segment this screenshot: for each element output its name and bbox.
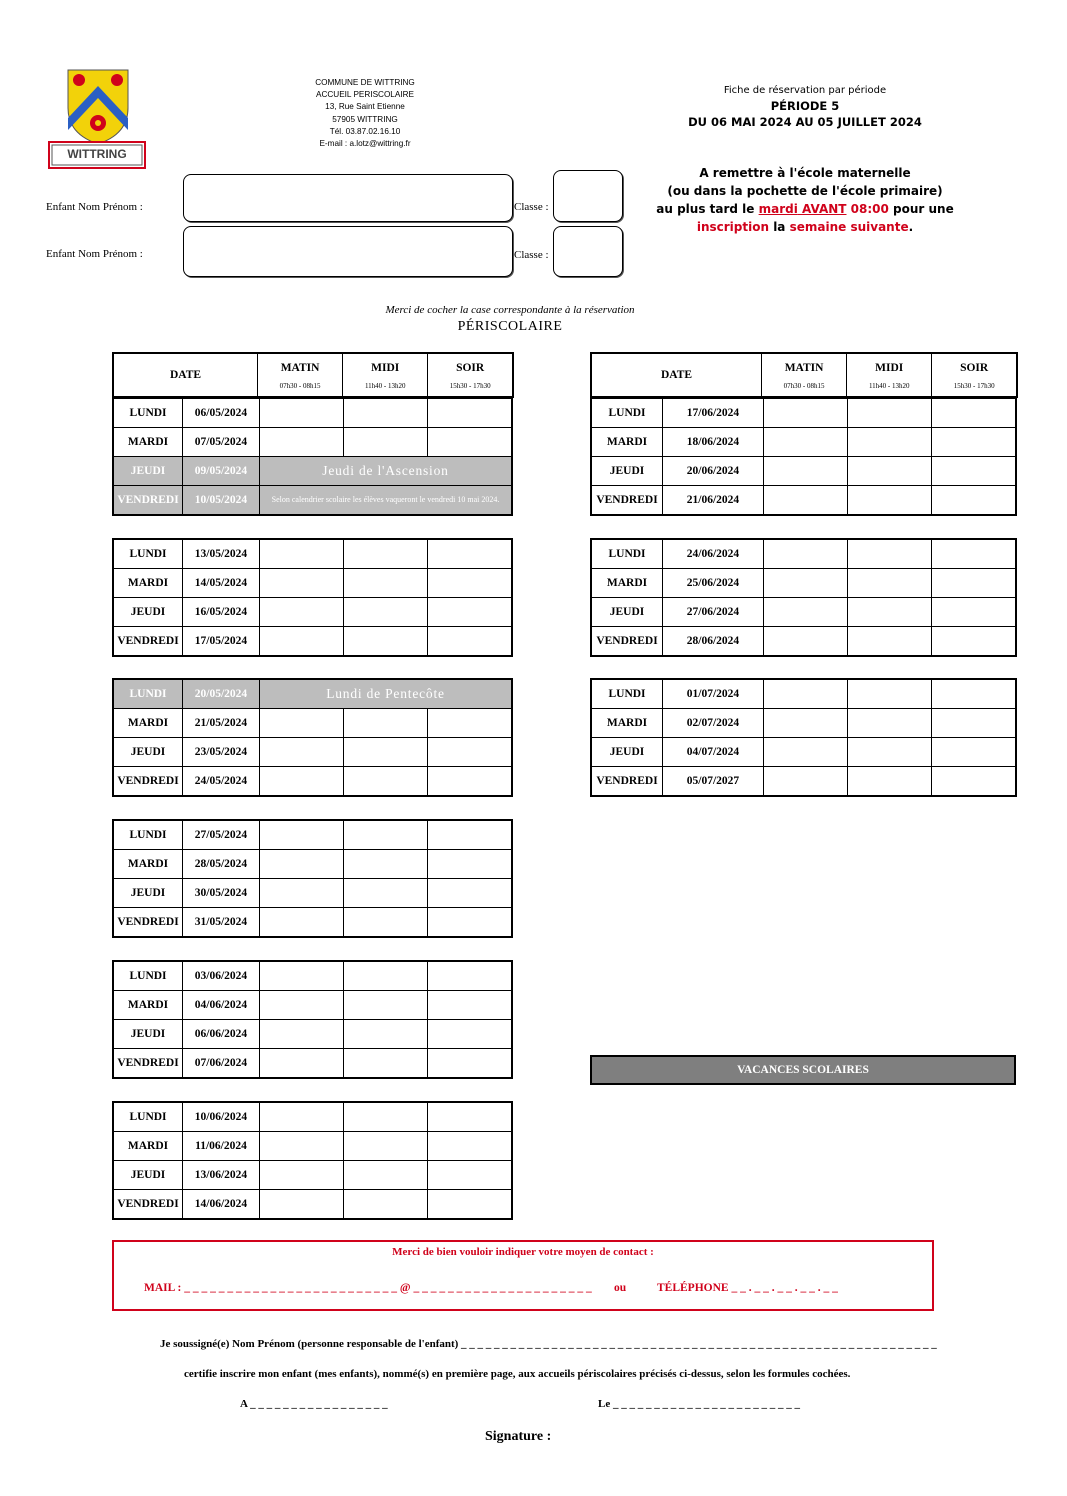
date-cell: 23/05/2024 bbox=[183, 738, 260, 767]
matin-checkbox[interactable] bbox=[260, 1190, 344, 1220]
soir-checkbox[interactable] bbox=[428, 627, 513, 657]
matin-checkbox[interactable] bbox=[764, 738, 848, 767]
midi-header: MIDI 11h40 - 13h20 bbox=[343, 353, 428, 397]
week-table bbox=[590, 397, 1017, 516]
commune-line: COMMUNE DE WITTRING bbox=[315, 78, 415, 87]
soir-checkbox[interactable] bbox=[932, 767, 1017, 797]
soir-checkbox[interactable] bbox=[932, 428, 1017, 457]
table-row bbox=[113, 1020, 512, 1049]
day-cell: LUNDI bbox=[591, 679, 663, 709]
soir-checkbox[interactable] bbox=[428, 1161, 513, 1190]
table-row bbox=[113, 486, 512, 516]
matin-checkbox[interactable] bbox=[764, 569, 848, 598]
day-cell: LUNDI bbox=[113, 679, 183, 709]
notice-highlight: inscription bbox=[696, 220, 770, 234]
date-cell: 27/05/2024 bbox=[183, 820, 260, 850]
date-cell: 04/06/2024 bbox=[183, 991, 260, 1020]
day-cell: VENDREDI bbox=[113, 1049, 183, 1079]
soir-checkbox[interactable] bbox=[428, 428, 513, 457]
child-name-field[interactable] bbox=[183, 174, 513, 222]
day-cell: VENDREDI bbox=[113, 908, 183, 938]
matin-checkbox[interactable] bbox=[260, 627, 344, 657]
table-row bbox=[113, 679, 512, 709]
day-cell: MARDI bbox=[113, 850, 183, 879]
matin-checkbox[interactable] bbox=[764, 457, 848, 486]
matin-checkbox[interactable] bbox=[764, 709, 848, 738]
matin-checkbox[interactable] bbox=[260, 1132, 344, 1161]
soir-checkbox[interactable] bbox=[932, 486, 1017, 516]
date-cell: 05/07/2027 bbox=[663, 767, 764, 797]
date-cell: 24/05/2024 bbox=[183, 767, 260, 797]
matin-checkbox[interactable] bbox=[260, 879, 344, 908]
matin-header: MATIN 07h30 - 08h15 bbox=[762, 353, 847, 397]
closed-note: Lundi de Pentecôte bbox=[260, 679, 513, 709]
commune-line: ACCUEIL PERISCOLAIRE bbox=[316, 90, 414, 100]
fiche-title: Fiche de réservation par période bbox=[723, 85, 887, 96]
soir-checkbox[interactable] bbox=[428, 767, 513, 797]
soir-checkbox[interactable] bbox=[932, 709, 1017, 738]
soir-checkbox[interactable] bbox=[428, 879, 513, 908]
day-cell: JEUDI bbox=[113, 1161, 183, 1190]
matin-checkbox[interactable] bbox=[260, 598, 344, 627]
soir-checkbox[interactable] bbox=[428, 991, 513, 1020]
soir-checkbox[interactable] bbox=[428, 569, 513, 598]
midi-checkbox[interactable] bbox=[344, 627, 428, 657]
left-table-header bbox=[112, 352, 514, 398]
day-cell: JEUDI bbox=[591, 598, 663, 627]
date-cell: 06/05/2024 bbox=[183, 398, 260, 428]
midi-checkbox[interactable] bbox=[344, 879, 428, 908]
notice-text: . bbox=[908, 220, 914, 234]
week-table bbox=[590, 538, 1017, 657]
child-name-field[interactable] bbox=[183, 226, 513, 277]
matin-header: MATIN 07h30 - 08h15 bbox=[258, 353, 343, 397]
notice-line: (ou dans la pochette de l'école primaire) bbox=[667, 184, 943, 198]
certification-text: certifie inscrire mon enfant (mes enfants), nommé(s) en première page, aux accueils périscolaires précisés ci-dessus, selon les formules cochées. bbox=[184, 1368, 851, 1380]
wittring-logo bbox=[48, 68, 146, 170]
soir-checkbox[interactable] bbox=[428, 1190, 513, 1220]
classe-field[interactable] bbox=[553, 226, 623, 277]
table-row bbox=[591, 627, 1016, 657]
day-cell: JEUDI bbox=[113, 738, 183, 767]
table-row bbox=[591, 709, 1016, 738]
matin-checkbox[interactable] bbox=[764, 767, 848, 797]
day-cell: MARDI bbox=[113, 569, 183, 598]
day-cell: VENDREDI bbox=[591, 486, 663, 516]
date-cell: 14/05/2024 bbox=[183, 569, 260, 598]
date-cell: 16/05/2024 bbox=[183, 598, 260, 627]
matin-checkbox[interactable] bbox=[260, 539, 344, 569]
date-header: DATE bbox=[591, 353, 762, 397]
matin-checkbox[interactable] bbox=[260, 428, 344, 457]
date-cell: 14/06/2024 bbox=[183, 1190, 260, 1220]
matin-checkbox[interactable] bbox=[764, 486, 848, 516]
matin-checkbox[interactable] bbox=[260, 1049, 344, 1079]
day-cell: MARDI bbox=[113, 991, 183, 1020]
table-row bbox=[113, 820, 512, 850]
date-cell: 13/05/2024 bbox=[183, 539, 260, 569]
day-cell: LUNDI bbox=[113, 961, 183, 991]
matin-checkbox[interactable] bbox=[260, 569, 344, 598]
week-table bbox=[590, 678, 1017, 797]
matin-checkbox[interactable] bbox=[260, 398, 344, 428]
closed-note: Jeudi de l'Ascension bbox=[260, 457, 513, 486]
midi-header: MIDI 11h40 - 13h20 bbox=[847, 353, 932, 397]
midi-checkbox[interactable] bbox=[344, 569, 428, 598]
vacances-banner: VACANCES SCOLAIRES bbox=[590, 1055, 1016, 1085]
table-row bbox=[113, 428, 512, 457]
soir-header: SOIR 15h30 - 17h30 bbox=[932, 353, 1017, 397]
classe-field[interactable] bbox=[553, 170, 623, 222]
date-cell: 21/06/2024 bbox=[663, 486, 764, 516]
logo-text: WITTRING bbox=[67, 147, 127, 161]
matin-checkbox[interactable] bbox=[260, 1020, 344, 1049]
day-cell: JEUDI bbox=[113, 879, 183, 908]
date-cell: 17/06/2024 bbox=[663, 398, 764, 428]
midi-checkbox[interactable] bbox=[848, 738, 932, 767]
midi-checkbox[interactable] bbox=[848, 539, 932, 569]
table-row bbox=[591, 598, 1016, 627]
day-cell: LUNDI bbox=[591, 539, 663, 569]
matin-checkbox[interactable] bbox=[260, 820, 344, 850]
date-cell: 07/05/2024 bbox=[183, 428, 260, 457]
midi-checkbox[interactable] bbox=[848, 486, 932, 516]
day-cell: JEUDI bbox=[113, 457, 183, 486]
midi-checkbox[interactable] bbox=[344, 1161, 428, 1190]
soir-checkbox[interactable] bbox=[932, 569, 1017, 598]
notice-line: A remettre à l'école maternelle bbox=[699, 166, 911, 180]
midi-checkbox[interactable] bbox=[848, 428, 932, 457]
table-row bbox=[113, 767, 512, 797]
soir-checkbox[interactable] bbox=[932, 539, 1017, 569]
table-row bbox=[591, 767, 1016, 797]
midi-checkbox[interactable] bbox=[848, 598, 932, 627]
soir-checkbox[interactable] bbox=[932, 398, 1017, 428]
soir-checkbox[interactable] bbox=[428, 1132, 513, 1161]
signature-label: Signature : bbox=[485, 1429, 552, 1444]
midi-checkbox[interactable] bbox=[344, 709, 428, 738]
soir-checkbox[interactable] bbox=[932, 457, 1017, 486]
table-row bbox=[591, 457, 1016, 486]
soir-checkbox[interactable] bbox=[428, 961, 513, 991]
midi-checkbox[interactable] bbox=[848, 709, 932, 738]
commune-line: Tél. 03.87.02.16.10 bbox=[329, 126, 401, 136]
classe-label: Classe : bbox=[514, 201, 549, 213]
date-cell: 20/06/2024 bbox=[663, 457, 764, 486]
date-cell: 02/07/2024 bbox=[663, 709, 764, 738]
date-header: DATE bbox=[113, 353, 258, 397]
matin-checkbox[interactable] bbox=[260, 991, 344, 1020]
day-cell: VENDREDI bbox=[591, 627, 663, 657]
table-row bbox=[113, 539, 512, 569]
midi-checkbox[interactable] bbox=[848, 569, 932, 598]
soir-checkbox[interactable] bbox=[932, 679, 1017, 709]
matin-checkbox[interactable] bbox=[260, 850, 344, 879]
midi-checkbox[interactable] bbox=[848, 679, 932, 709]
day-cell: VENDREDI bbox=[113, 1190, 183, 1220]
date-cell: 04/07/2024 bbox=[663, 738, 764, 767]
notice-highlight: AVANT bbox=[802, 202, 847, 216]
matin-checkbox[interactable] bbox=[260, 1161, 344, 1190]
table-row bbox=[591, 679, 1016, 709]
table-row bbox=[113, 1161, 512, 1190]
fiche-header bbox=[660, 84, 950, 130]
soir-checkbox[interactable] bbox=[428, 709, 513, 738]
notice-text: au plus tard le bbox=[656, 202, 759, 216]
right-table-header bbox=[590, 352, 1018, 398]
table-row bbox=[113, 908, 512, 938]
periode-dates: DU 06 MAI 2024 AU 05 JUILLET 2024 bbox=[688, 115, 922, 129]
week-table bbox=[112, 819, 513, 938]
soir-checkbox[interactable] bbox=[932, 738, 1017, 767]
table-row bbox=[113, 398, 512, 428]
day-cell: VENDREDI bbox=[113, 486, 183, 516]
date-cell: 30/05/2024 bbox=[183, 879, 260, 908]
midi-checkbox[interactable] bbox=[344, 908, 428, 938]
table-row bbox=[113, 1049, 512, 1079]
table-row bbox=[113, 709, 512, 738]
notice-highlight: semaine suivante bbox=[789, 220, 909, 234]
date-cell: 27/06/2024 bbox=[663, 598, 764, 627]
matin-checkbox[interactable] bbox=[260, 709, 344, 738]
date-cell: 09/05/2024 bbox=[183, 457, 260, 486]
matin-checkbox[interactable] bbox=[764, 627, 848, 657]
soir-checkbox[interactable] bbox=[932, 598, 1017, 627]
midi-checkbox[interactable] bbox=[848, 398, 932, 428]
soir-checkbox[interactable] bbox=[428, 398, 513, 428]
week-table bbox=[112, 960, 513, 1079]
date-cell: 03/06/2024 bbox=[183, 961, 260, 991]
day-cell: VENDREDI bbox=[591, 767, 663, 797]
matin-checkbox[interactable] bbox=[764, 428, 848, 457]
notice-text: la bbox=[769, 220, 790, 234]
periode-label: PÉRIODE 5 bbox=[770, 99, 840, 113]
day-cell: JEUDI bbox=[591, 738, 663, 767]
midi-checkbox[interactable] bbox=[344, 1020, 428, 1049]
week-table bbox=[112, 397, 513, 516]
table-row bbox=[113, 569, 512, 598]
commune-line: 13, Rue Saint Etienne bbox=[325, 102, 405, 112]
day-cell: JEUDI bbox=[591, 457, 663, 486]
day-cell: LUNDI bbox=[113, 1102, 183, 1132]
table-row bbox=[113, 1190, 512, 1220]
midi-checkbox[interactable] bbox=[344, 1102, 428, 1132]
commune-address bbox=[280, 77, 450, 150]
midi-checkbox[interactable] bbox=[848, 457, 932, 486]
midi-checkbox[interactable] bbox=[344, 961, 428, 991]
date-cell: 13/06/2024 bbox=[183, 1161, 260, 1190]
instruction-text: Merci de cocher la case correspondante à la réservation bbox=[385, 304, 635, 316]
midi-checkbox[interactable] bbox=[344, 1049, 428, 1079]
date-cell: 17/05/2024 bbox=[183, 627, 260, 657]
midi-checkbox[interactable] bbox=[344, 991, 428, 1020]
midi-checkbox[interactable] bbox=[344, 820, 428, 850]
midi-checkbox[interactable] bbox=[344, 767, 428, 797]
matin-checkbox[interactable] bbox=[764, 679, 848, 709]
table-row bbox=[591, 486, 1016, 516]
table-row bbox=[591, 738, 1016, 767]
date-cell: 01/07/2024 bbox=[663, 679, 764, 709]
matin-checkbox[interactable] bbox=[260, 767, 344, 797]
place-field[interactable]: A _ _ _ _ _ _ _ _ _ _ _ _ _ _ _ _ _ bbox=[240, 1398, 388, 1410]
table-row bbox=[113, 879, 512, 908]
table-row bbox=[113, 991, 512, 1020]
day-cell: LUNDI bbox=[113, 398, 183, 428]
notice-text: pour une bbox=[888, 202, 954, 216]
week-table bbox=[112, 1101, 513, 1220]
date-cell: 31/05/2024 bbox=[183, 908, 260, 938]
day-cell: MARDI bbox=[591, 569, 663, 598]
table-row bbox=[113, 1132, 512, 1161]
commune-line: 57905 WITTRING bbox=[332, 114, 398, 124]
soir-checkbox[interactable] bbox=[428, 539, 513, 569]
section-title: PÉRISCOLAIRE bbox=[457, 319, 563, 334]
midi-checkbox[interactable] bbox=[344, 1132, 428, 1161]
matin-checkbox[interactable] bbox=[260, 908, 344, 938]
soir-checkbox[interactable] bbox=[428, 1020, 513, 1049]
notice-line bbox=[640, 218, 970, 236]
matin-checkbox[interactable] bbox=[260, 961, 344, 991]
table-row bbox=[591, 428, 1016, 457]
classe-label: Classe : bbox=[514, 249, 549, 261]
date-cell: 10/05/2024 bbox=[183, 486, 260, 516]
return-notice bbox=[640, 164, 970, 236]
day-cell: JEUDI bbox=[113, 1020, 183, 1049]
matin-checkbox[interactable] bbox=[764, 598, 848, 627]
table-row bbox=[113, 961, 512, 991]
soir-checkbox[interactable] bbox=[428, 598, 513, 627]
day-cell: VENDREDI bbox=[113, 627, 183, 657]
midi-checkbox[interactable] bbox=[848, 627, 932, 657]
day-cell: LUNDI bbox=[113, 820, 183, 850]
responsible-name-line[interactable]: Je soussigné(e) Nom Prénom (personne responsable de l'enfant) _ _ _ _ _ _ _ _ _ _ _ _ _ _ _ _ _ _ _ _ _ _ _ _ _ _ _ _ _ _ _ _ _ _ _ _ _ _ _ _ _ _ _ _ _ _ _ _ _ _ _ _ _ _ _ _ _ _ bbox=[160, 1338, 937, 1350]
notice-highlight: mardi bbox=[758, 202, 798, 216]
day-cell: VENDREDI bbox=[113, 767, 183, 797]
date-cell: 07/06/2024 bbox=[183, 1049, 260, 1079]
soir-header: SOIR 15h30 - 17h30 bbox=[428, 353, 513, 397]
table-row bbox=[113, 850, 512, 879]
midi-checkbox[interactable] bbox=[848, 767, 932, 797]
or-label: ou bbox=[614, 1282, 627, 1294]
day-cell: LUNDI bbox=[591, 398, 663, 428]
notice-line bbox=[640, 200, 970, 218]
soir-checkbox[interactable] bbox=[932, 627, 1017, 657]
child-name-label: Enfant Nom Prénom : bbox=[46, 248, 143, 260]
midi-checkbox[interactable] bbox=[344, 398, 428, 428]
matin-checkbox[interactable] bbox=[764, 398, 848, 428]
day-cell: JEUDI bbox=[113, 598, 183, 627]
soir-checkbox[interactable] bbox=[428, 1102, 513, 1132]
closed-note: Selon calendrier scolaire les élèves vaqueront le vendredi 10 mai 2024. bbox=[260, 486, 513, 516]
date-cell: 06/06/2024 bbox=[183, 1020, 260, 1049]
day-cell: MARDI bbox=[591, 709, 663, 738]
day-cell: LUNDI bbox=[113, 539, 183, 569]
table-row bbox=[591, 539, 1016, 569]
day-cell: MARDI bbox=[113, 1132, 183, 1161]
table-row bbox=[591, 398, 1016, 428]
date-field[interactable]: Le _ _ _ _ _ _ _ _ _ _ _ _ _ _ _ _ _ _ _ _ _ _ _ bbox=[598, 1398, 800, 1410]
date-cell: 10/06/2024 bbox=[183, 1102, 260, 1132]
day-cell: MARDI bbox=[113, 709, 183, 738]
soir-checkbox[interactable] bbox=[428, 908, 513, 938]
soir-checkbox[interactable] bbox=[428, 1049, 513, 1079]
midi-checkbox[interactable] bbox=[344, 738, 428, 767]
table-row bbox=[113, 598, 512, 627]
midi-checkbox[interactable] bbox=[344, 850, 428, 879]
midi-checkbox[interactable] bbox=[344, 1190, 428, 1220]
table-row bbox=[591, 569, 1016, 598]
contact-title: Merci de bien vouloir indiquer votre moyen de contact : bbox=[392, 1246, 654, 1258]
soir-checkbox[interactable] bbox=[428, 850, 513, 879]
commune-line: E-mail : a.lotz@wittring.fr bbox=[319, 139, 411, 149]
table-row bbox=[113, 457, 512, 486]
table-row bbox=[113, 1102, 512, 1132]
midi-checkbox[interactable] bbox=[344, 598, 428, 627]
date-cell: 28/06/2024 bbox=[663, 627, 764, 657]
date-cell: 18/06/2024 bbox=[663, 428, 764, 457]
midi-checkbox[interactable] bbox=[344, 428, 428, 457]
matin-checkbox[interactable] bbox=[260, 738, 344, 767]
matin-checkbox[interactable] bbox=[260, 1102, 344, 1132]
table-row bbox=[113, 738, 512, 767]
matin-checkbox[interactable] bbox=[764, 539, 848, 569]
day-cell: MARDI bbox=[591, 428, 663, 457]
date-cell: 21/05/2024 bbox=[183, 709, 260, 738]
date-cell: 28/05/2024 bbox=[183, 850, 260, 879]
date-cell: 11/06/2024 bbox=[183, 1132, 260, 1161]
soir-checkbox[interactable] bbox=[428, 738, 513, 767]
soir-checkbox[interactable] bbox=[428, 820, 513, 850]
date-cell: 20/05/2024 bbox=[183, 679, 260, 709]
table-row bbox=[113, 627, 512, 657]
week-table bbox=[112, 678, 513, 797]
date-cell: 25/06/2024 bbox=[663, 569, 764, 598]
day-cell: MARDI bbox=[113, 428, 183, 457]
child-name-label: Enfant Nom Prénom : bbox=[46, 201, 143, 213]
telephone-field[interactable]: TÉLÉPHONE _ _ . _ _ . _ _ . _ _ . _ _ bbox=[657, 1282, 838, 1294]
week-table bbox=[112, 538, 513, 657]
notice-highlight: 08:00 bbox=[846, 202, 889, 216]
mail-field[interactable]: MAIL : _ _ _ _ _ _ _ _ _ _ _ _ _ _ _ _ _ _ _ _ _ _ _ _ _ @ _ _ _ _ _ _ _ _ _ _ _ _ _ _ _ _ _ _ _ _ _ bbox=[144, 1282, 592, 1294]
midi-checkbox[interactable] bbox=[344, 539, 428, 569]
date-cell: 24/06/2024 bbox=[663, 539, 764, 569]
